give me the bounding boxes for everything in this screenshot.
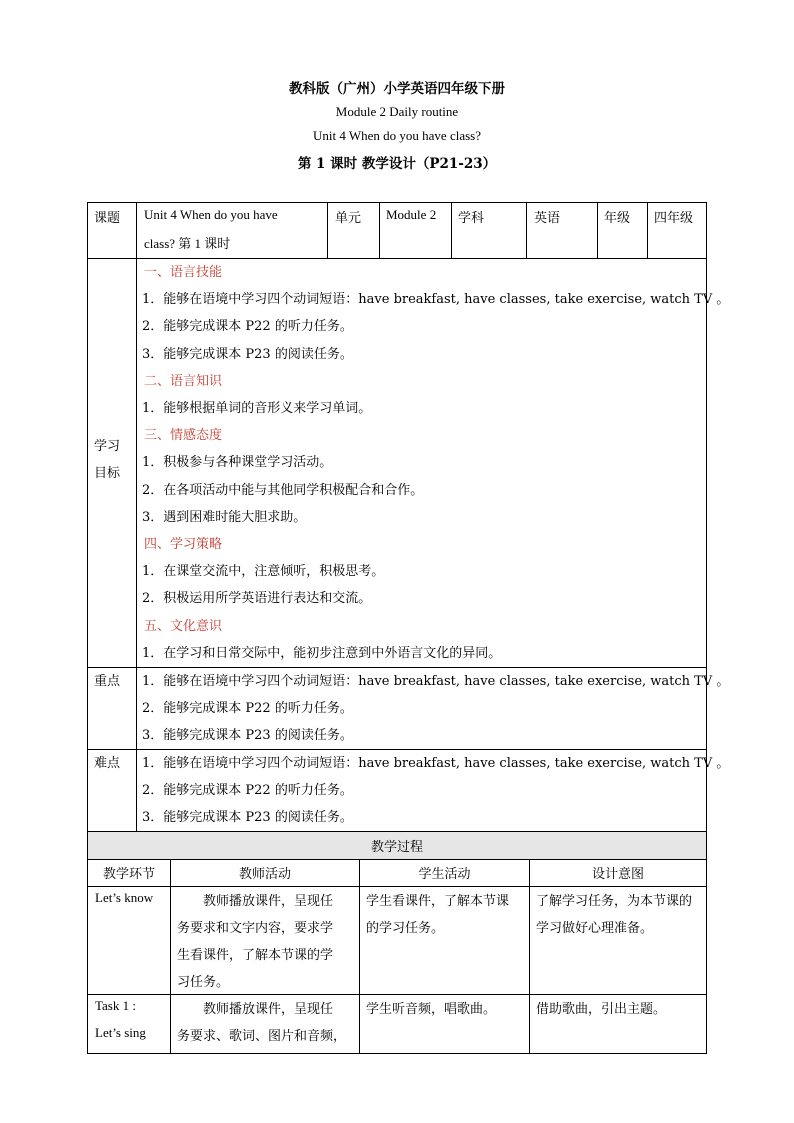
purpose-line: 借助歌曲，引出主题。 (536, 1002, 667, 1017)
objective-heading: 五、文化意识 (144, 618, 223, 634)
objective-line: 1．能够在语境中学习四个动词短语：have breakfast, have classes, take exercise, watch TV 。 (142, 292, 730, 308)
column-header: 设计意图 (591, 867, 644, 882)
row2-student-cell (359, 994, 530, 1054)
purpose-line: 了解学习任务，为本节课的 (536, 894, 693, 909)
topic-line-1: Unit 4 When do you have (144, 207, 278, 222)
topic-value-cell (136, 202, 328, 259)
key-points-label: 重点 (94, 674, 121, 689)
objective-line: 2．能够完成课本 P22 的听力任务。 (142, 319, 353, 335)
process-header-teacher (170, 859, 360, 887)
unit-value-cell (379, 202, 452, 259)
column-header: 学生活动 (418, 867, 471, 882)
grade-value: 四年级 (654, 211, 694, 226)
row1-student-cell (359, 886, 530, 995)
objective-line: 1．能够根据单词的音形义来学习单词。 (142, 401, 372, 416)
objective-line: 2．在各项活动中能与其他同学积极配合和合作。 (142, 482, 424, 498)
difficult-point-line: 2．能够完成课本 P22 的听力任务。 (142, 783, 353, 798)
objective-line: 2．积极运用所学英语进行表达和交流。 (142, 591, 372, 607)
grade-label-cell (597, 202, 648, 259)
process-header-purpose (529, 859, 707, 887)
objectives-label-2: 目标 (94, 466, 121, 481)
student-line: 学生看课件，了解本节课 (366, 894, 510, 909)
subject-value: 英语 (534, 211, 561, 226)
difficult-point-line: 1．能够在语境中学习四个动词短语：have breakfast, have classes, take exercise, watch TV 。 (142, 756, 730, 771)
process-header-stage (87, 859, 171, 887)
objective-line: 3．遇到困难时能大胆求助。 (142, 509, 307, 525)
teacher-line: 务要求和文字内容，要求学 (177, 921, 334, 936)
teacher-line: 习任务。 (177, 975, 230, 990)
student-line: 的学习任务。 (366, 921, 445, 936)
stage-line: Let’s sing (95, 1025, 146, 1040)
objective-heading: 三、情感态度 (144, 428, 223, 444)
key-points-content-cell (136, 667, 730, 750)
unit-label: 单元 (335, 211, 362, 226)
objective-heading: 二、语言知识 (144, 373, 223, 389)
grade-value-cell (647, 202, 707, 259)
doc-title: 教科版（广州）小学英语四年级下册 (289, 81, 505, 97)
topic-label-cell (87, 202, 137, 259)
process-title-cell (87, 831, 707, 860)
objectives-content-cell (136, 258, 730, 668)
objectives-label-cell (87, 258, 137, 668)
row2-teacher-cell (170, 994, 360, 1054)
grade-label: 年级 (604, 211, 631, 226)
topic-label: 课题 (94, 211, 121, 226)
column-header: 教学环节 (102, 867, 155, 882)
row2-stage-cell (87, 994, 171, 1054)
row1-purpose-cell (529, 886, 707, 995)
difficult-point-line: 3．能够完成课本 P23 的阅读任务。 (142, 810, 353, 825)
difficult-points-label-cell (87, 749, 137, 832)
topic-line-2: class? 第 1 课时 (144, 236, 231, 251)
objective-line: 1．在课堂交流中，注意倾听，积极思考。 (142, 564, 385, 580)
teacher-line: 教师播放课件，呈现任 (177, 1002, 334, 1017)
stage-line: Task 1 : (95, 998, 136, 1013)
key-point-line: 1．能够在语境中学习四个动词短语：have breakfast, have classes, take exercise, watch TV 。 (142, 674, 730, 689)
objectives-label-1: 学习 (94, 439, 121, 454)
module-title: Module 2 Daily routine (335, 104, 459, 119)
process-title: 教学过程 (370, 840, 423, 855)
key-point-line: 3．能够完成课本 P23 的阅读任务。 (142, 728, 353, 743)
objective-line: 1．在学习和日常交际中，能初步注意到中外语言文化的异同。 (142, 645, 502, 661)
teacher-line: 教师播放课件，呈现任 (177, 894, 334, 909)
subject-label-cell (451, 202, 527, 259)
objective-line: 1．积极参与各种课堂学习活动。 (142, 455, 333, 471)
difficult-points-label: 难点 (94, 756, 121, 771)
teacher-line: 务要求、歌词、图片和音频， (177, 1029, 347, 1044)
row1-stage-cell (87, 886, 171, 995)
subject-label: 学科 (458, 211, 485, 226)
row1-teacher-cell (170, 886, 360, 995)
unit-value: Module 2 (386, 207, 437, 222)
subject-value-cell (526, 202, 598, 259)
difficult-points-content-cell (136, 749, 730, 832)
student-line: 学生听音频，唱歌曲。 (366, 1002, 497, 1017)
objective-heading: 四、学习策略 (144, 537, 223, 552)
unit-label-cell (327, 202, 380, 259)
purpose-line: 学习做好心理准备。 (536, 921, 654, 936)
column-header: 教师活动 (238, 867, 291, 882)
process-header-student (359, 859, 530, 887)
key-point-line: 2．能够完成课本 P22 的听力任务。 (142, 701, 353, 716)
objective-line: 3．能够完成课本 P23 的阅读任务。 (142, 346, 353, 362)
key-points-label-cell (87, 667, 137, 750)
stage-line: Let’s know (95, 890, 154, 905)
unit-title: Unit 4 When do you have class? (313, 128, 481, 143)
row2-purpose-cell (529, 994, 707, 1054)
objective-heading: 一、语言技能 (144, 265, 223, 280)
teacher-line: 生看课件，了解本节课的学 (177, 948, 334, 963)
lesson-title: 第 1 课时 教学设计（P21-23） (297, 156, 497, 172)
